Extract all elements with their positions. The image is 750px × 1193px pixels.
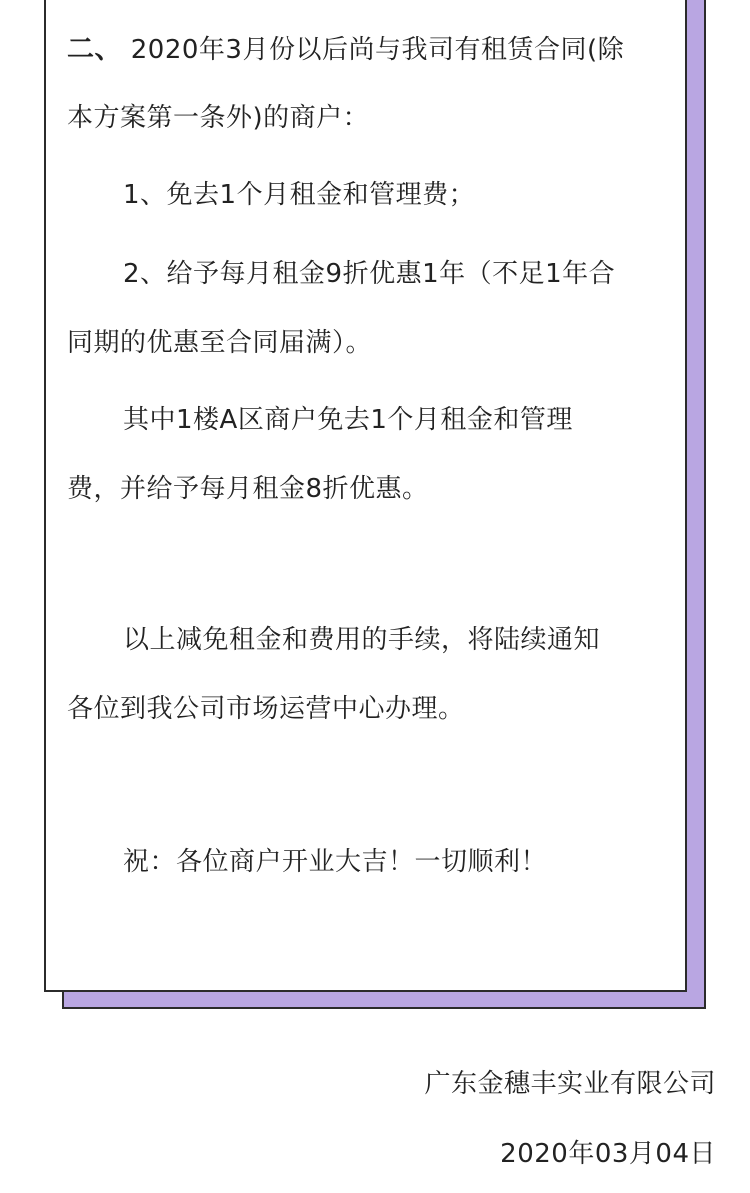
special-line-1: 其中1楼A区商户免去1个月租金和管理 (123, 405, 573, 435)
company-name: 广东金穗丰实业有限公司 (424, 1069, 716, 1099)
special-line-2: 费，并给予每月租金8折优惠。 (67, 474, 429, 504)
blessing-text: 祝：各位商户开业大吉！一切顺利！ (123, 847, 548, 877)
section-two-line-1 (67, 32, 624, 68)
section-two-line-2: 本方案第一条外)的商户： (67, 103, 370, 133)
item-2-line-2: 同期的优惠至合同届满）。 (67, 328, 373, 358)
item-1: 1、免去1个月租金和管理费； (123, 180, 476, 210)
procedure-line-2: 各位到我公司市场运营中心办理。 (67, 694, 465, 724)
section-two-number: 二、 (67, 34, 122, 65)
procedure-line-1: 以上减免租金和费用的手续，将陆续通知 (123, 625, 601, 655)
section-two-text: 2020年3月份以后尚与我司有租赁合同(除 (122, 35, 625, 65)
item-2-line-1: 2、给予每月租金9折优惠1年（不足1年合 (123, 259, 616, 289)
notice-date: 2020年03月04日 (500, 1139, 716, 1169)
